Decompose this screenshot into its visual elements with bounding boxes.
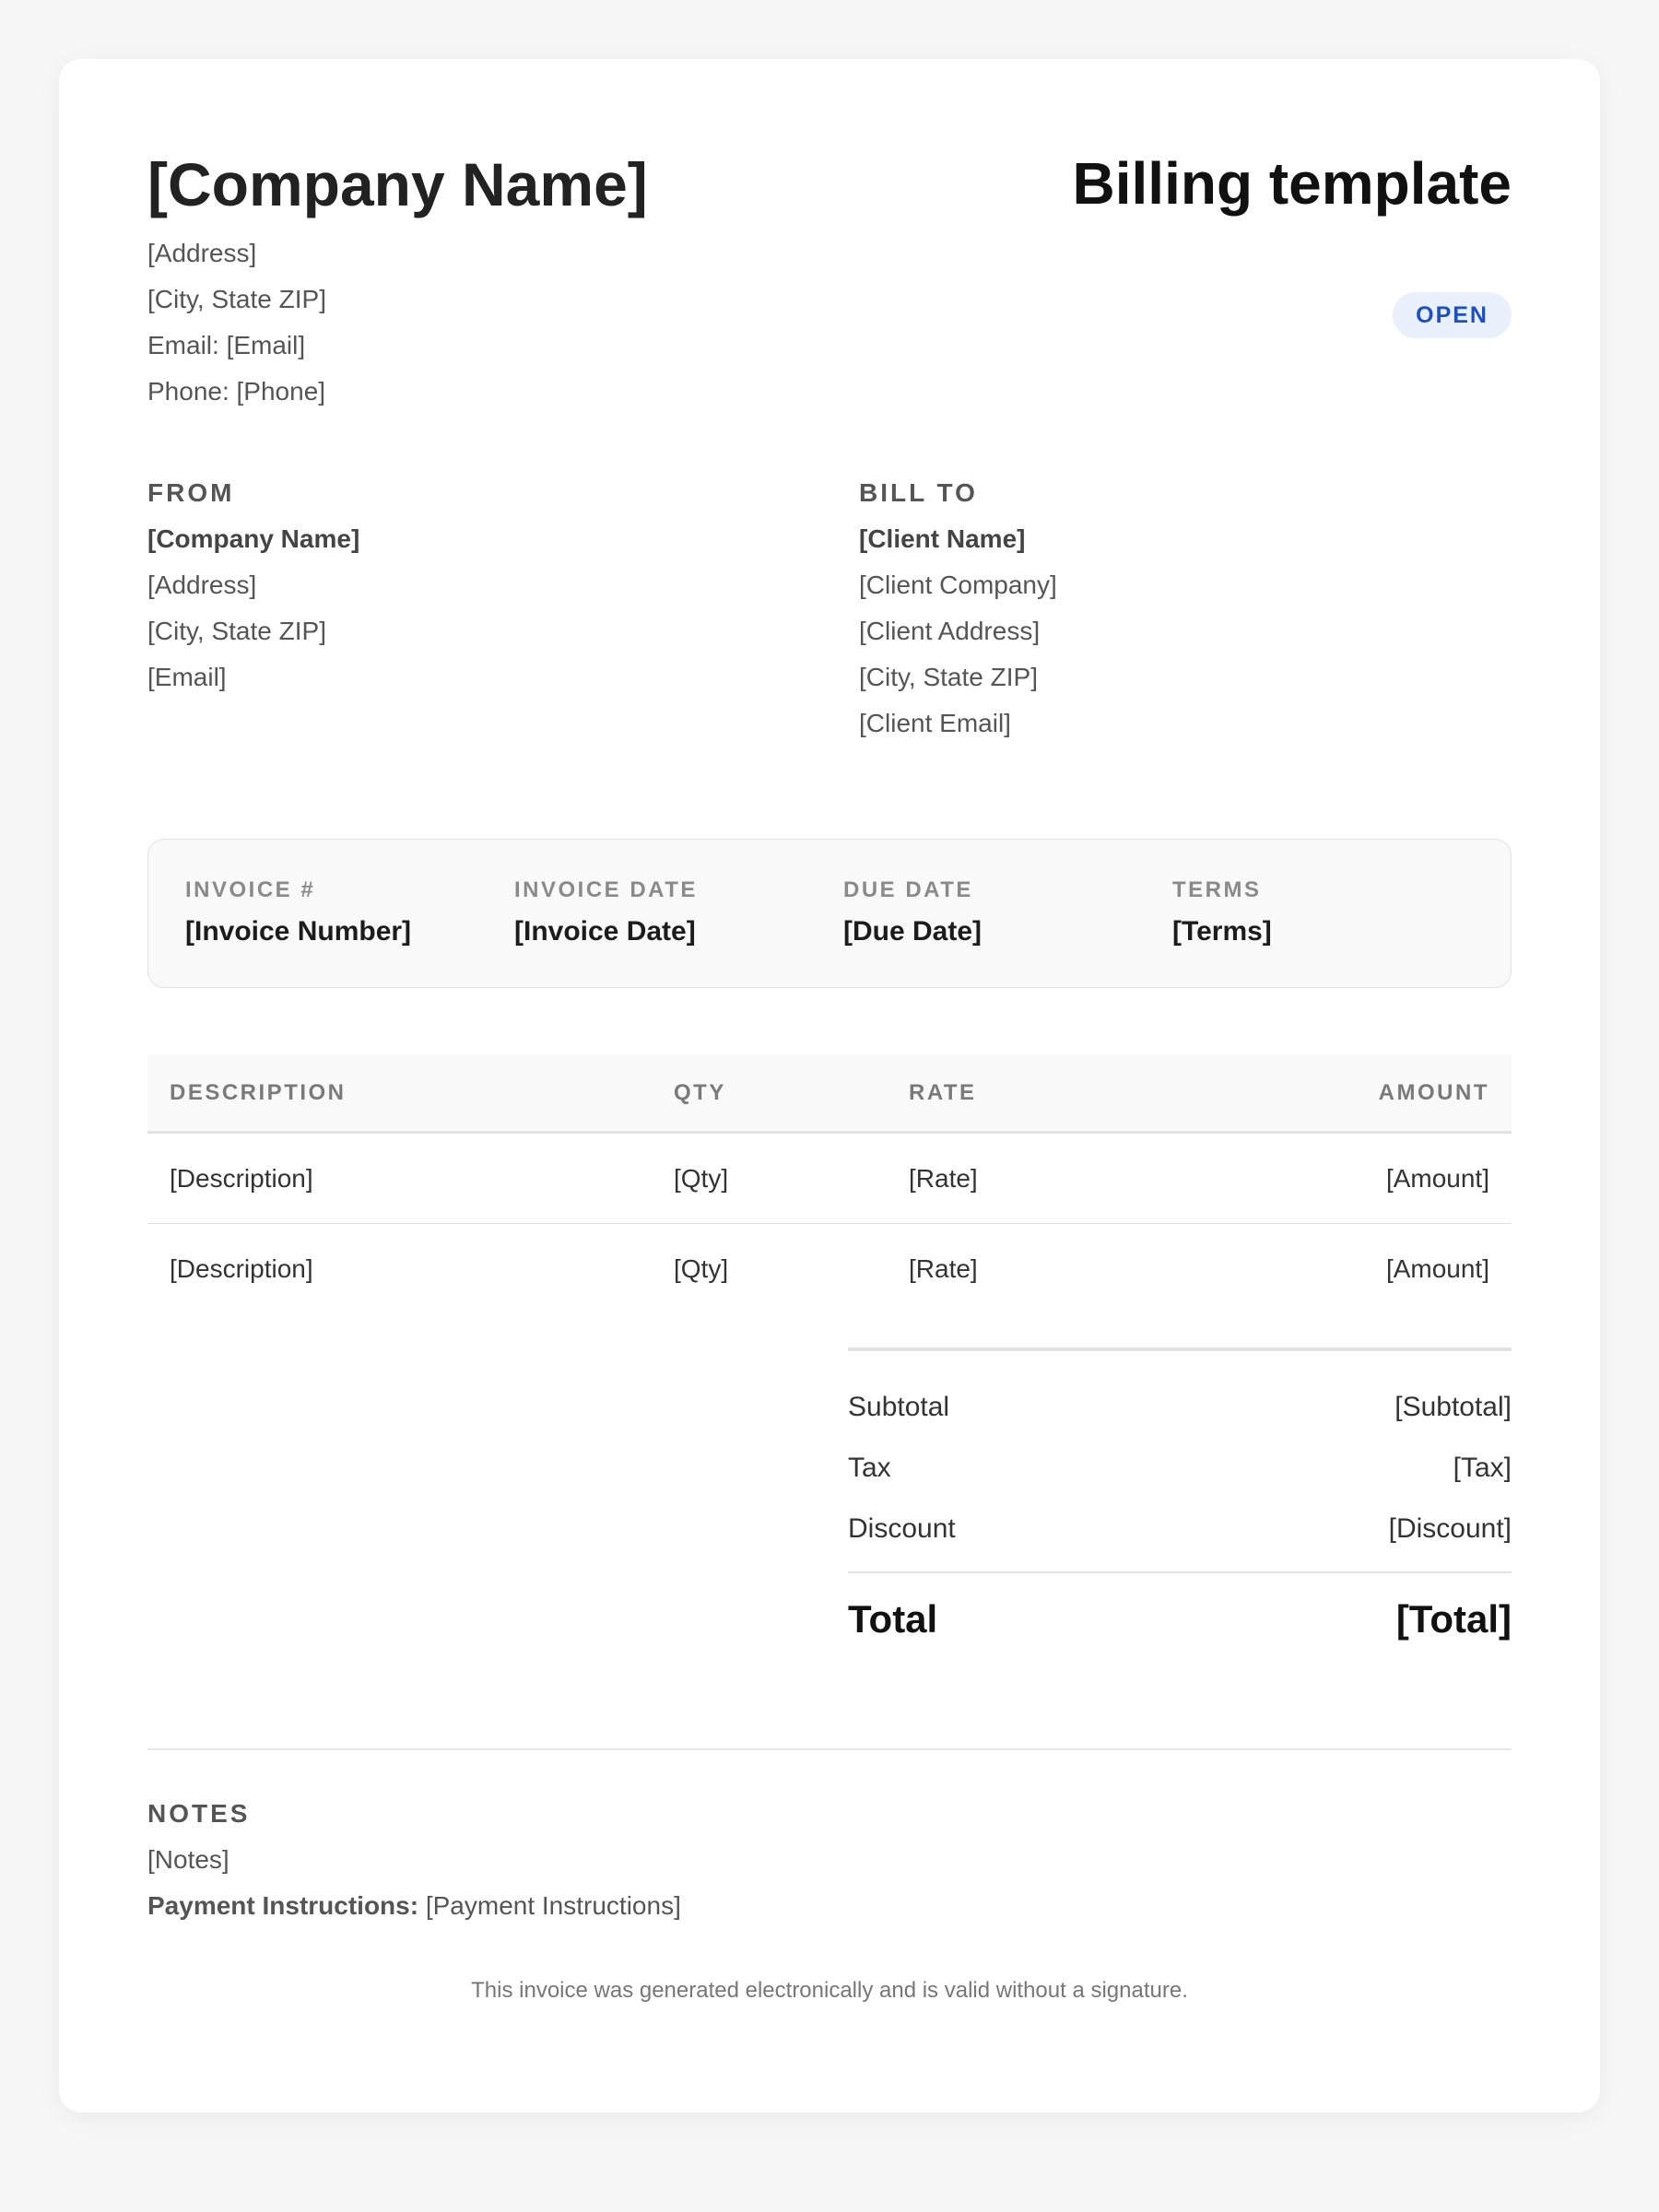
total-label: Total xyxy=(848,1597,938,1641)
invoice-meta-box xyxy=(147,839,1512,988)
cell-amount: [Amount] xyxy=(1385,1254,1489,1283)
payment-instructions-label: Payment Instructions: xyxy=(147,1891,419,1920)
tax-label: Tax xyxy=(848,1453,891,1483)
column-header-qty: QTY xyxy=(674,1080,726,1105)
client-company: [Client Company] xyxy=(859,571,1057,599)
discount-label: Discount xyxy=(848,1513,956,1544)
from-city-state-zip: [City, State ZIP] xyxy=(147,617,326,645)
meta-value: [Due Date] xyxy=(843,916,982,947)
meta-label: INVOICE # xyxy=(185,877,316,902)
meta-value: [Terms] xyxy=(1172,916,1272,947)
client-city-state-zip: [City, State ZIP] xyxy=(859,663,1038,691)
meta-due-date xyxy=(843,877,982,950)
parties-section xyxy=(147,470,1512,839)
client-address: [Client Address] xyxy=(859,617,1041,645)
table-row xyxy=(147,1134,1512,1224)
meta-invoice-number xyxy=(185,877,411,950)
meta-label: TERMS xyxy=(1172,877,1262,902)
total-row xyxy=(848,1573,1512,1665)
total-value: [Total] xyxy=(1395,1597,1512,1641)
from-company-name: [Company Name] xyxy=(147,524,360,553)
tax-row xyxy=(848,1438,1512,1499)
invoice-content xyxy=(147,147,1512,2005)
column-header-rate: RATE xyxy=(909,1080,977,1105)
company-phone: Phone: [Phone] xyxy=(147,377,326,406)
cell-description: [Description] xyxy=(170,1164,313,1193)
meta-label: DUE DATE xyxy=(843,877,973,902)
meta-invoice-date xyxy=(514,877,698,950)
client-email: [Client Email] xyxy=(859,709,1011,737)
client-name: [Client Name] xyxy=(859,524,1026,553)
column-header-amount: AMOUNT xyxy=(1378,1080,1489,1105)
from-label: FROM xyxy=(147,478,235,507)
notes-label: NOTES xyxy=(147,1799,251,1828)
notes-text: [Notes] xyxy=(147,1845,229,1874)
subtotal-value: [Subtotal] xyxy=(1394,1392,1512,1422)
cell-qty: [Qty] xyxy=(674,1164,729,1193)
totals-block xyxy=(848,1347,1512,1665)
table-header xyxy=(147,1054,1512,1134)
line-items-table xyxy=(147,1054,1512,1314)
payment-instructions xyxy=(147,1883,1512,1929)
from-block xyxy=(147,470,793,700)
cell-qty: [Qty] xyxy=(674,1254,729,1283)
footer-note: This invoice was generated electronically and is valid without a signature. xyxy=(471,1978,1188,2003)
status-badge: OPEN xyxy=(1393,292,1512,338)
cell-description: [Description] xyxy=(170,1254,313,1283)
company-name-heading: [Company Name] xyxy=(147,150,648,218)
subtotal-row xyxy=(848,1377,1512,1438)
company-city-state-zip: [City, State ZIP] xyxy=(147,285,326,313)
subtotal-label: Subtotal xyxy=(848,1392,950,1422)
document-title: Billing template xyxy=(1072,150,1512,217)
tax-value: [Tax] xyxy=(1453,1453,1512,1483)
from-email: [Email] xyxy=(147,663,227,691)
company-address: [Address] xyxy=(147,239,257,267)
company-address-block xyxy=(147,230,1512,415)
table-row xyxy=(147,1224,1512,1314)
meta-value: [Invoice Number] xyxy=(185,916,412,947)
column-header-description: DESCRIPTION xyxy=(170,1080,347,1105)
bill-to-block xyxy=(859,470,1504,747)
discount-value: [Discount] xyxy=(1388,1513,1512,1544)
bill-to-label: BILL TO xyxy=(859,478,978,507)
meta-label: INVOICE DATE xyxy=(514,877,698,902)
invoice-header xyxy=(147,147,1512,470)
discount-row xyxy=(848,1499,1512,1559)
meta-terms xyxy=(1172,877,1272,950)
cell-rate: [Rate] xyxy=(909,1164,978,1193)
payment-instructions-text: [Payment Instructions] xyxy=(425,1891,681,1920)
from-address: [Address] xyxy=(147,571,257,599)
cell-amount: [Amount] xyxy=(1385,1164,1489,1193)
company-email: Email: [Email] xyxy=(147,331,306,359)
cell-rate: [Rate] xyxy=(909,1254,978,1283)
notes-section xyxy=(147,1748,1512,2005)
meta-value: [Invoice Date] xyxy=(514,916,696,947)
invoice-card xyxy=(59,59,1600,2112)
